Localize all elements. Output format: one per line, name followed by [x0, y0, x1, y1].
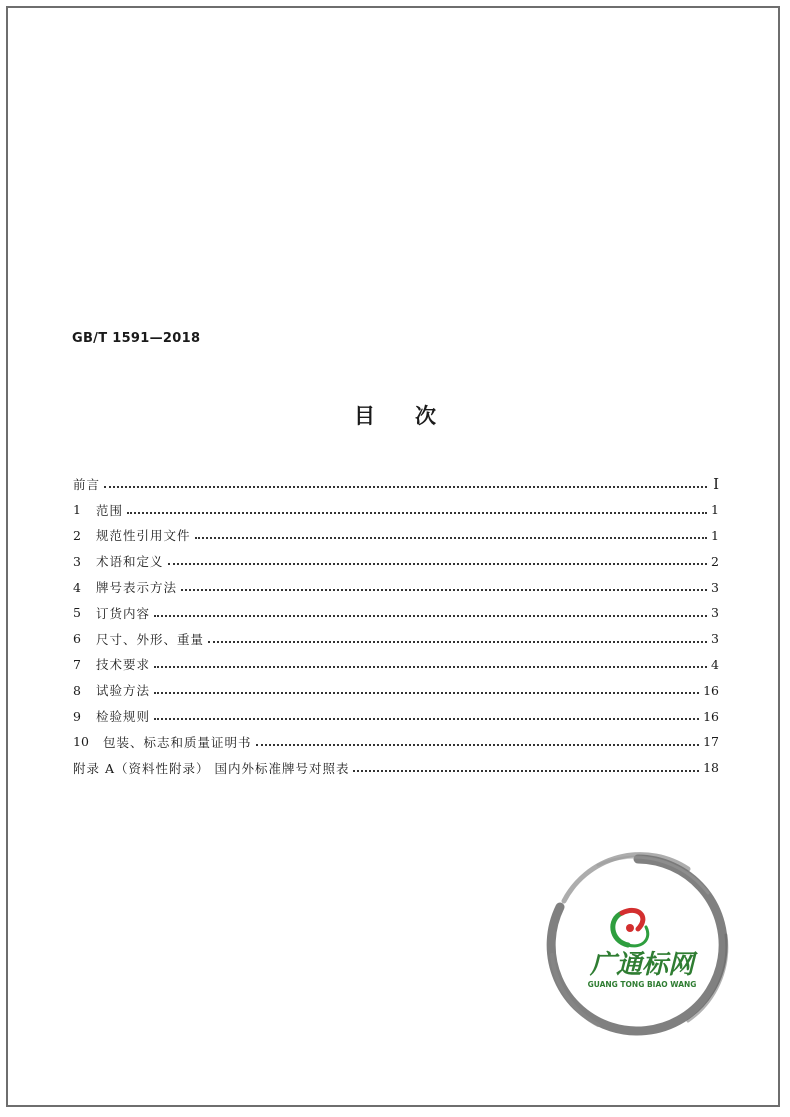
- toc-entry-label: 牌号表示方法: [96, 580, 178, 596]
- toc-entry-page: 3: [711, 579, 719, 595]
- toc-entry-page: 18: [703, 760, 719, 776]
- toc-leader-dots: [154, 706, 699, 720]
- toc-leader-dots: [208, 629, 707, 643]
- toc-entry-number: 10: [73, 734, 89, 750]
- toc-entry-page: 1: [711, 527, 719, 543]
- toc-title: [0, 400, 790, 430]
- toc-leader-dots: [154, 680, 699, 694]
- toc-entry-6[interactable]: [73, 626, 719, 652]
- toc-leader-dots: [154, 603, 707, 617]
- globe-logo-icon: [613, 910, 648, 945]
- toc-entry-page: 3: [711, 605, 719, 621]
- toc-leader-dots: [353, 758, 699, 772]
- toc-entry-5[interactable]: [73, 600, 719, 626]
- toc-leader-dots: [256, 732, 700, 746]
- toc-entry-label: 包装、标志和质量证明书: [103, 734, 252, 750]
- toc-entry-page: 16: [703, 682, 719, 698]
- toc-entry-number: 9: [73, 708, 81, 724]
- toc-entry-page: 16: [703, 708, 719, 724]
- toc-entry-2[interactable]: [73, 523, 719, 549]
- toc-entry-8[interactable]: [73, 677, 719, 703]
- toc-entry-label: 检验规则: [96, 709, 151, 725]
- toc-leader-dots: [195, 525, 707, 539]
- watermark-stamp: [538, 845, 738, 1045]
- toc-entry-number: 7: [73, 656, 81, 672]
- standard-code: GB/T 1591—2018: [72, 331, 201, 346]
- toc-entry-1[interactable]: [73, 497, 719, 523]
- toc-leader-dots: [154, 654, 707, 668]
- toc-entry-7[interactable]: [73, 652, 719, 678]
- toc-entry-label: 尺寸、外形、重量: [96, 631, 205, 647]
- toc-entry-number: 2: [73, 527, 81, 543]
- toc-leader-dots: [127, 500, 707, 514]
- table-of-contents: [73, 471, 719, 781]
- toc-entry-label: 订货内容: [96, 605, 151, 621]
- toc-entry-label: 附录 A（资料性附录） 国内外标准牌号对照表: [73, 760, 350, 776]
- toc-entry-number: 3: [73, 553, 81, 569]
- toc-leader-dots: [181, 577, 707, 591]
- toc-entry-number: 4: [73, 579, 81, 595]
- toc-entry-number: 6: [73, 631, 81, 647]
- watermark-name-en: GUANG TONG BIAO WANG: [587, 980, 697, 989]
- toc-entry-label: 范围: [96, 502, 124, 518]
- toc-entry-annex-a[interactable]: [73, 755, 719, 781]
- toc-leader-dots: [168, 551, 707, 565]
- toc-entry-3[interactable]: [73, 548, 719, 574]
- toc-entry-page: 2: [711, 553, 719, 569]
- toc-entry-number: 5: [73, 605, 81, 621]
- toc-entry-label: 术语和定义: [96, 554, 164, 570]
- toc-entry-9[interactable]: [73, 703, 719, 729]
- toc-entry-page: 1: [711, 502, 719, 518]
- watermark-name-cn: 广通标网: [589, 950, 695, 980]
- toc-entry-number: 1: [73, 502, 81, 518]
- toc-entry-label: 技术要求: [96, 657, 151, 673]
- toc-entry-page: 4: [711, 656, 719, 672]
- toc-entry-10[interactable]: [73, 729, 719, 755]
- toc-entry-page: 3: [711, 631, 719, 647]
- brush-ring: [551, 855, 727, 1031]
- toc-entry-label: 前言: [73, 476, 101, 492]
- toc-entry-page: Ⅰ: [713, 474, 719, 493]
- toc-entry-4[interactable]: [73, 574, 719, 600]
- toc-entry-foreword[interactable]: [73, 471, 719, 497]
- toc-title-left: 目: [354, 404, 375, 428]
- toc-entry-number: 8: [73, 682, 81, 698]
- toc-entry-label: 规范性引用文件: [96, 528, 191, 544]
- toc-leader-dots: [104, 474, 707, 488]
- toc-entry-label: 试验方法: [96, 683, 151, 699]
- toc-entry-page: 17: [703, 734, 719, 750]
- toc-title-right: 次: [415, 404, 436, 428]
